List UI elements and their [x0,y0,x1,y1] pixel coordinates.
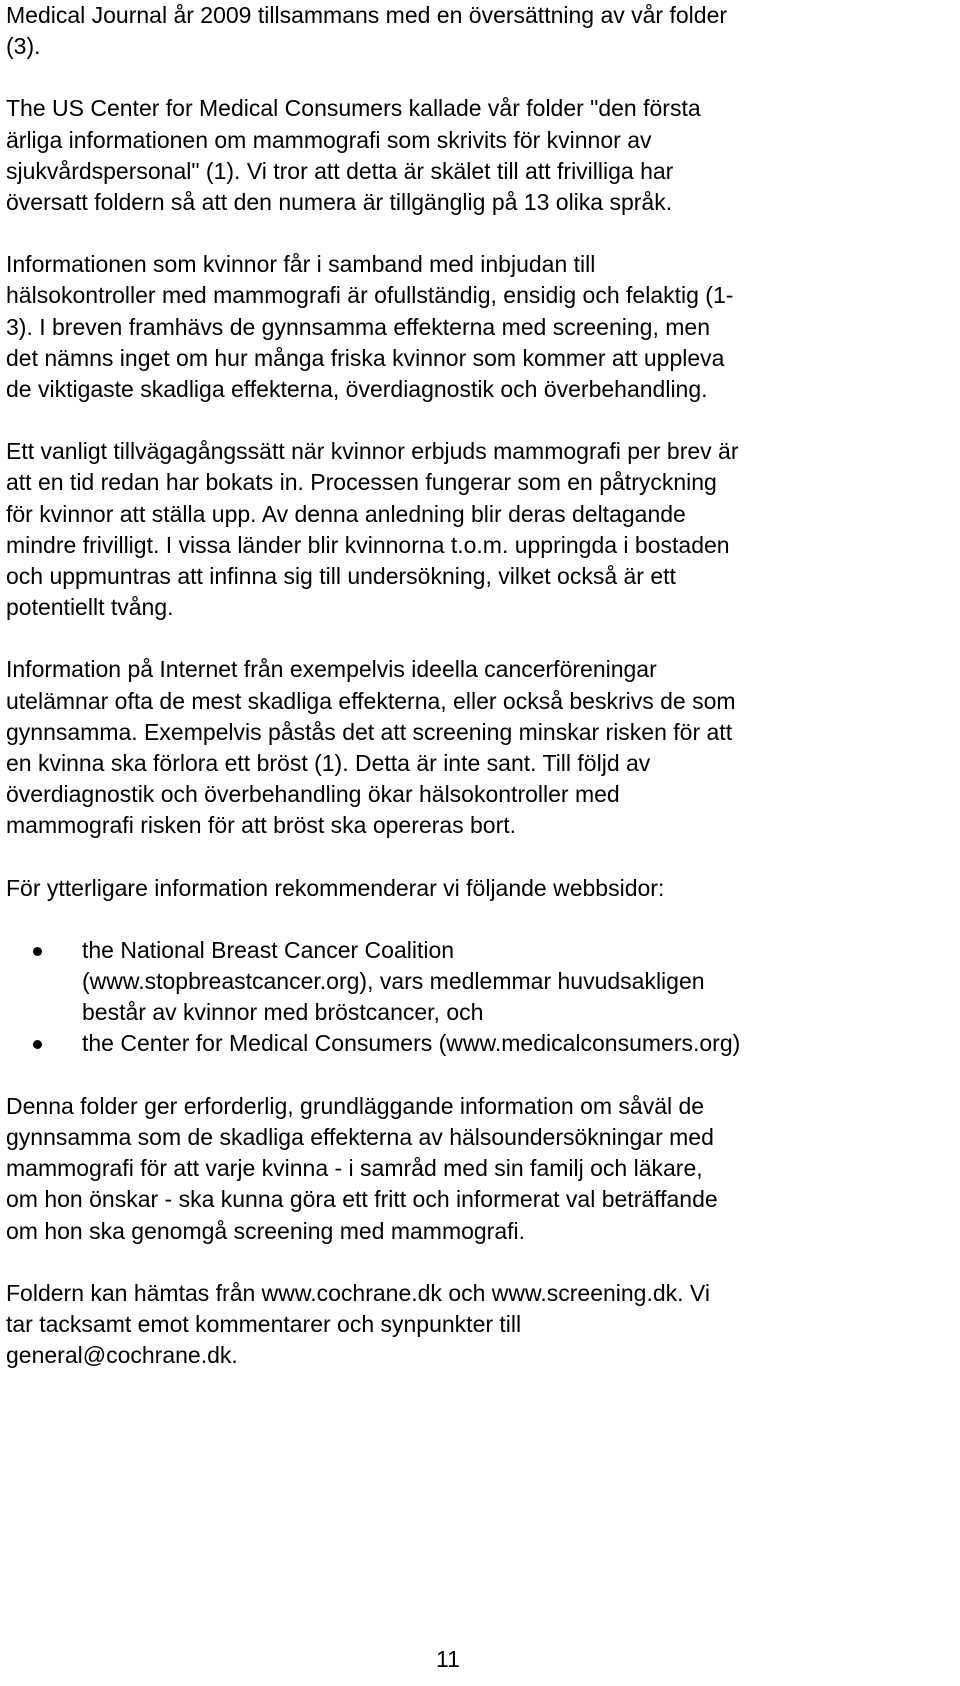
bullet-icon [33,947,42,956]
document-page [6,0,954,1402]
text-line: Information på Internet från exempelvis ideella cancerföreningar [6,656,657,683]
text-line: översatt foldern så att den numera är tillgänglig på 13 olika språk. [6,189,673,216]
text-line: gynnsamma som de skadliga effekterna av hälsoundersökningar med [6,1123,714,1150]
text-line: mammografi risken för att bröst ska opereras bort. [6,812,517,839]
text-line: utelämnar ofta de mest skadliga effekterna, eller också beskrivs de som [6,687,736,714]
text-line: (www.stopbreastcancer.org), vars medlemmar huvudsakligen [82,968,705,995]
paragraph-us-center [6,93,954,218]
text-line: (3). [6,33,41,60]
text-line: hälsokontroller med mammografi är ofullständig, ensidig och felaktig (1- [6,282,734,309]
paragraph-approach [6,436,954,623]
page-number-text: 11 [436,1646,460,1672]
paragraph-download [6,1278,954,1372]
text-line: gynnsamma. Exempelvis påstås det att screening minskar risken för att [6,718,733,745]
list-item [6,935,954,1029]
text-line: the National Breast Cancer Coalition [82,936,455,963]
bullet-icon [33,1040,42,1049]
text-line: Foldern kan hämtas från www.cochrane.dk och www.screening.dk. Vi [6,1279,710,1306]
text-line: mammografi för att varje kvinna - i samråd med sin familj och läkare, [6,1155,703,1182]
text-line: Informationen som kvinnor får i samband med inbjudan till [6,251,596,278]
text-line: För ytterligare information rekommenderar vi följande webbsidor: [6,874,665,901]
text-line: sjukvårdspersonal" (1). Vi tror att detta är skälet till att frivilliga har [6,157,674,184]
text-line: potentiellt tvång. [6,594,174,621]
text-line: och uppmuntras att infinna sig till undersökning, vilket också är ett [6,563,676,590]
text-line: de viktigaste skadliga effekterna, överdiagnostik och överbehandling. [6,376,708,403]
text-line: The US Center for Medical Consumers kallade vår folder "den första [6,95,701,122]
text-line: det nämns inget om hur många friska kvinnor som kommer att uppleva [6,344,725,371]
text-line: 3). I breven framhävs de gynnsamma effekterna med screening, men [6,313,710,340]
text-line: tar tacksamt emot kommentarer och synpunkter till [6,1310,522,1337]
text-line: Denna folder ger erforderlig, grundläggande information om såväl de [6,1092,705,1119]
text-line: ärliga informationen om mammografi som skrivits för kvinnor av [6,126,652,153]
paragraph-information [6,249,954,405]
text-line: general@cochrane.dk. [6,1342,238,1369]
paragraph-journal [6,0,954,62]
text-line: mindre frivilligt. I vissa länder blir kvinnorna t.o.m. uppringda i bostaden [6,531,730,558]
text-line: the Center for Medical Consumers (www.medicalconsumers.org) [82,1030,741,1057]
text-line: Ett vanligt tillvägagångssätt när kvinnor erbjuds mammografi per brev är [6,438,739,465]
paragraph-internet [6,654,954,841]
text-line: att en tid redan har bokats in. Processen fungerar som en påtryckning [6,469,717,496]
page-number [0,1644,960,1675]
text-line: en kvinna ska förlora ett bröst (1). Detta är inte sant. Till följd av [6,750,651,777]
text-line: Medical Journal år 2009 tillsammans med en översättning av vår folder [6,2,728,28]
text-line: består av kvinnor med bröstcancer, och [82,999,484,1026]
paragraph-folder-summary [6,1091,954,1247]
website-list [6,935,954,1060]
paragraph-further-info [6,873,954,904]
list-item [6,1028,954,1059]
text-line: om hon ska genomgå screening med mammografi. [6,1217,526,1244]
text-line: om hon önskar - ska kunna göra ett fritt och informerat val beträffande [6,1186,718,1213]
text-line: överdiagnostik och överbehandling ökar hälsokontroller med [6,781,620,808]
text-line: för kvinnor att ställa upp. Av denna anledning blir deras deltagande [6,500,686,527]
